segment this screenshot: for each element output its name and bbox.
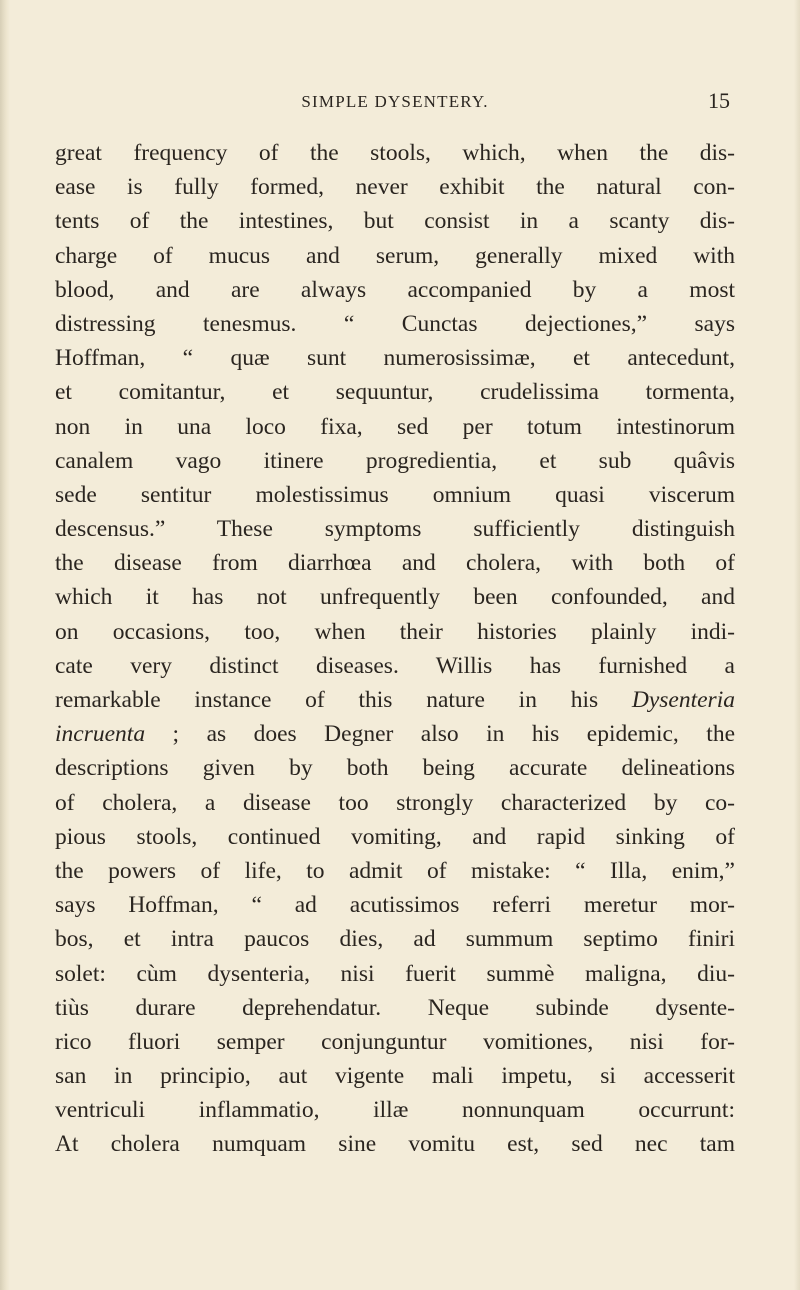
text-line: the powers of life, to admit of mistake: “ Illa, enim,” [55, 857, 735, 884]
page-number: 15 [708, 88, 730, 113]
page-left-edge-shadow [0, 0, 10, 1290]
text-line: which it has not unfrequently been confounded, and [55, 584, 735, 611]
text-line: descriptions given by both being accurate delineations [55, 755, 735, 782]
text-line: tents of the intestines, but consist in a scanty dis- [55, 208, 735, 235]
text-line: the disease from diarrhœa and cholera, with both of [55, 550, 735, 577]
text-line: bos, et intra paucos dies, ad summum septimo finiri [55, 926, 735, 953]
text-line: solet: cùm dysenteria, nisi fuerit summè maligna, diu- [55, 960, 735, 987]
text-line-with-italic [55, 683, 735, 717]
text-line: charge of mucus and serum, generally mixed with [55, 242, 735, 269]
text-line: At cholera numquam sine vomitu est, sed nec tam [55, 1131, 735, 1158]
body-text [55, 136, 735, 1162]
text-line: on occasions, too, when their histories plainly indi- [55, 618, 735, 645]
text-line: canalem vago itinere progredientia, et sub quâvis [55, 447, 735, 474]
text-line: ventriculi inflammatio, illæ nonnunquam occurrunt: [55, 1097, 735, 1124]
text-line: et comitantur, et sequuntur, crudelissima tormenta, [55, 379, 735, 406]
text-line: ease is fully formed, never exhibit the natural con- [55, 174, 735, 201]
page-right-edge-shadow [794, 0, 800, 1290]
text-line: Hoffman, “ quæ sunt numerosissimæ, et antecedunt, [55, 345, 735, 372]
text-line: of cholera, a disease too strongly characterized by co- [55, 789, 735, 816]
running-head [60, 88, 730, 116]
italic-title-fragment: Dysenteria [631, 687, 735, 713]
text-line: tiùs durare deprehendatur. Neque subinde dysente- [55, 994, 735, 1021]
text-line: descensus.” These symptoms sufficiently distinguish [55, 516, 735, 543]
text-line: sede sentitur molestissimus omnium quasi viscerum [55, 481, 735, 508]
text-line: cate very distinct diseases. Willis has furnished a [55, 652, 735, 679]
text-line-with-italic [55, 717, 735, 751]
text-line: great frequency of the stools, which, when the dis- [55, 140, 735, 166]
text-line: distressing tenesmus. “ Cunctas dejectiones,” says [55, 310, 735, 337]
text-fragment: ; as does Degner also in his epidemic, the [145, 721, 735, 748]
text-line: pious stools, continued vomiting, and rapid sinking of [55, 823, 735, 850]
text-line: blood, and are always accompanied by a most [55, 276, 735, 303]
text-line: rico fluori semper conjunguntur vomitiones, nisi for- [55, 1028, 735, 1055]
running-title: SIMPLE DYSENTERY. [301, 92, 489, 111]
text-fragment: remarkable instance of this nature in his [55, 687, 632, 713]
italic-title-fragment: incruenta [55, 721, 146, 748]
text-line: says Hoffman, “ ad acutissimos referri meretur mor- [55, 892, 735, 919]
text-line: san in principio, aut vigente mali impetu, si accesserit [55, 1063, 735, 1090]
text-line: non in una loco fixa, sed per totum intestinorum [55, 413, 735, 440]
